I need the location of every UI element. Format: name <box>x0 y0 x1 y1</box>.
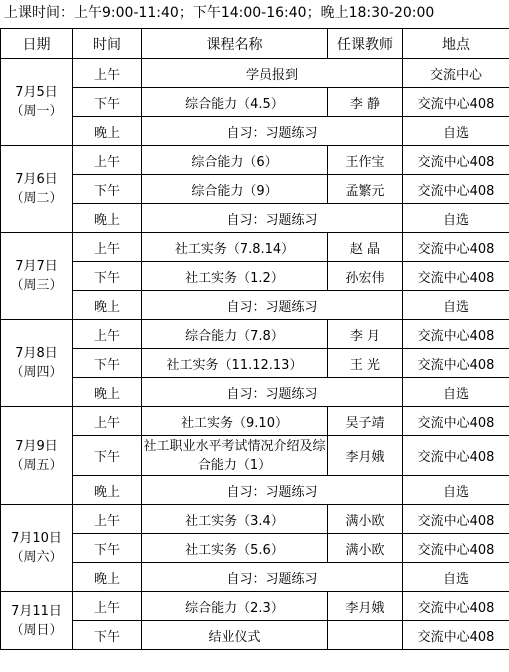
teacher-cell: 孟繁元 <box>328 175 403 204</box>
place-cell: 自选 <box>403 476 509 505</box>
course-cell: 社工实务（11.12.13） <box>142 349 328 378</box>
place-cell: 交流中心408 <box>403 505 509 534</box>
time-cell: 上午 <box>73 233 142 262</box>
teacher-cell: 王作宝 <box>328 146 403 175</box>
place-cell: 交流中心408 <box>403 436 509 476</box>
place-cell: 交流中心408 <box>403 175 509 204</box>
course-cell: 自习：习题练习 <box>142 291 403 320</box>
place-cell: 交流中心408 <box>403 407 509 436</box>
place-cell: 交流中心408 <box>403 592 509 621</box>
date-text: 7月5日 <box>15 85 58 100</box>
place-cell: 自选 <box>403 117 509 146</box>
table-row <box>1 563 509 592</box>
date-cell <box>1 59 73 146</box>
column-header-date: 日期 <box>1 29 73 59</box>
time-cell: 上午 <box>73 320 142 349</box>
teacher-cell: 满小欧 <box>328 534 403 563</box>
weekday-text: （周六） <box>10 550 63 565</box>
course-cell: 综合能力（9） <box>142 175 328 204</box>
place-cell: 自选 <box>403 563 509 592</box>
table-row <box>1 407 509 436</box>
date-cell <box>1 233 73 320</box>
course-cell: 自习：习题练习 <box>142 563 403 592</box>
table-row <box>1 117 509 146</box>
course-cell: 社工实务（5.6） <box>142 534 328 563</box>
teacher-cell <box>328 621 403 650</box>
course-cell: 自习：习题练习 <box>142 204 403 233</box>
course-cell: 结业仪式 <box>142 621 328 650</box>
time-cell: 晚上 <box>73 117 142 146</box>
table-row <box>1 534 509 563</box>
place-cell: 自选 <box>403 204 509 233</box>
table-row <box>1 592 509 621</box>
weekday-text: （周三） <box>10 278 63 293</box>
time-cell: 下午 <box>73 88 142 117</box>
place-cell: 交流中心408 <box>403 534 509 563</box>
table-row <box>1 59 509 88</box>
time-cell: 下午 <box>73 349 142 378</box>
place-cell: 交流中心408 <box>403 233 509 262</box>
course-cell: 自习：习题练习 <box>142 476 403 505</box>
table-row <box>1 233 509 262</box>
teacher-cell: 李月娥 <box>328 436 403 476</box>
time-cell: 下午 <box>73 621 142 650</box>
date-text: 7月7日 <box>15 259 58 274</box>
date-cell <box>1 505 73 592</box>
place-cell: 交流中心408 <box>403 262 509 291</box>
table-row <box>1 262 509 291</box>
table-row <box>1 88 509 117</box>
course-schedule-table <box>0 28 509 650</box>
weekday-text: （周五） <box>10 457 63 473</box>
course-cell: 社工实务（9.10） <box>142 407 328 436</box>
schedule-time-header: 上课时间：上午9:00-11:40；下午14:00-16:40；晚上18:30-20:00 <box>4 5 435 21</box>
time-cell: 下午 <box>73 436 142 476</box>
course-cell: 学员报到 <box>142 59 403 88</box>
teacher-cell: 王 光 <box>328 349 403 378</box>
course-cell: 综合能力（7.8） <box>142 320 328 349</box>
time-cell: 下午 <box>73 175 142 204</box>
table-row <box>1 505 509 534</box>
table-row <box>1 349 509 378</box>
table-row <box>1 320 509 349</box>
table-row <box>1 146 509 175</box>
date-text: 7月8日 <box>15 346 58 361</box>
date-cell <box>1 320 73 407</box>
column-header-time: 时间 <box>73 29 142 59</box>
table-header-row <box>1 29 509 59</box>
date-cell <box>1 592 73 650</box>
weekday-text: （周四） <box>10 365 63 380</box>
place-cell: 自选 <box>403 291 509 320</box>
teacher-cell: 李月娥 <box>328 592 403 621</box>
place-cell: 交流中心408 <box>403 146 509 175</box>
place-cell: 交流中心408 <box>403 349 509 378</box>
date-cell <box>1 407 73 505</box>
time-cell: 晚上 <box>73 291 142 320</box>
time-cell: 晚上 <box>73 476 142 505</box>
teacher-cell: 李 静 <box>328 88 403 117</box>
date-text: 7月6日 <box>15 172 58 187</box>
time-cell: 晚上 <box>73 378 142 407</box>
place-cell: 自选 <box>403 378 509 407</box>
weekday-text: （周日） <box>10 622 63 638</box>
teacher-cell: 赵 晶 <box>328 233 403 262</box>
place-cell: 交流中心 <box>403 59 509 88</box>
table-row <box>1 378 509 407</box>
teacher-cell: 李 月 <box>328 320 403 349</box>
column-header-teacher: 任课教师 <box>328 29 403 59</box>
date-text: 7月9日 <box>15 438 58 454</box>
table-row <box>1 204 509 233</box>
table-row <box>1 476 509 505</box>
course-cell: 综合能力（6） <box>142 146 328 175</box>
time-cell: 上午 <box>73 59 142 88</box>
table-row <box>1 436 509 476</box>
date-text: 7月10日 <box>11 531 62 546</box>
course-cell: 社工实务（7.8.14） <box>142 233 328 262</box>
column-header-place: 地点 <box>403 29 509 59</box>
column-header-course: 课程名称 <box>142 29 328 59</box>
weekday-text: （周一） <box>10 104 63 119</box>
time-cell: 上午 <box>73 146 142 175</box>
teacher-cell: 满小欧 <box>328 505 403 534</box>
course-cell: 综合能力（4.5） <box>142 88 328 117</box>
date-cell <box>1 146 73 233</box>
time-cell: 上午 <box>73 592 142 621</box>
table-row <box>1 175 509 204</box>
course-cell: 自习：习题练习 <box>142 378 403 407</box>
place-cell: 交流中心408 <box>403 621 509 650</box>
course-cell: 社工职业水平考试情况介绍及综合能力（1） <box>142 436 328 476</box>
time-cell: 晚上 <box>73 563 142 592</box>
table-row <box>1 621 509 650</box>
course-cell: 社工实务（1.2） <box>142 262 328 291</box>
table-row <box>1 291 509 320</box>
place-cell: 交流中心408 <box>403 320 509 349</box>
time-cell: 上午 <box>73 407 142 436</box>
date-text: 7月11日 <box>11 603 62 619</box>
teacher-cell: 孙宏伟 <box>328 262 403 291</box>
time-cell: 上午 <box>73 505 142 534</box>
time-cell: 晚上 <box>73 204 142 233</box>
place-cell: 交流中心408 <box>403 88 509 117</box>
teacher-cell: 吴子靖 <box>328 407 403 436</box>
weekday-text: （周二） <box>10 191 63 206</box>
course-cell: 社工实务（3.4） <box>142 505 328 534</box>
course-cell: 综合能力（2.3） <box>142 592 328 621</box>
course-cell: 自习：习题练习 <box>142 117 403 146</box>
time-cell: 下午 <box>73 262 142 291</box>
time-cell: 下午 <box>73 534 142 563</box>
